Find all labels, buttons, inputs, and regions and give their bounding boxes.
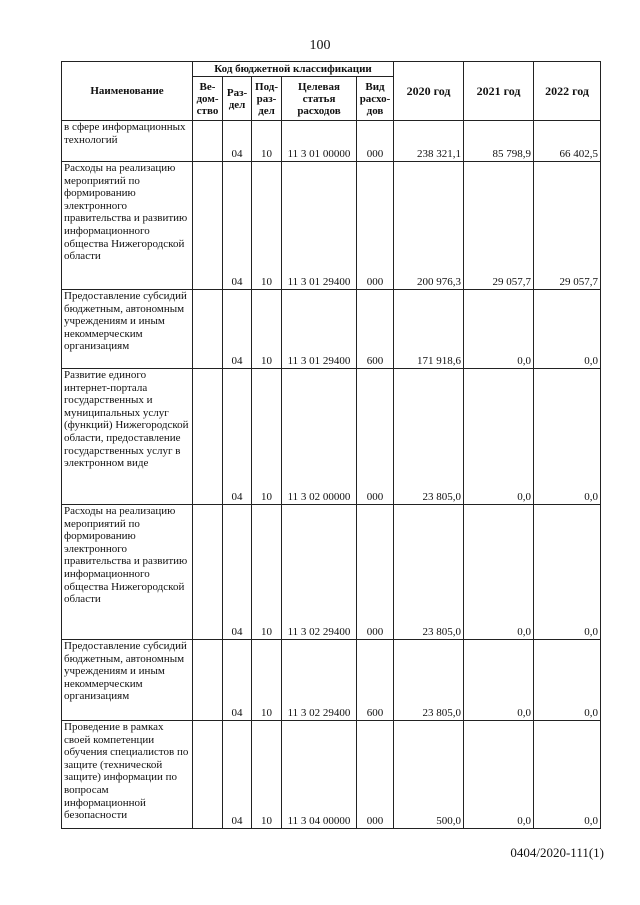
row-name: Проведение в рамках своей компетенции обучения специалистов по защите (технической защите) информации по вопросам информационной безопасности — [62, 721, 193, 829]
row-subsection: 10 — [252, 290, 282, 369]
row-amount-2020: 23 805,0 — [394, 369, 464, 505]
row-name: Расходы на реализацию мероприятий по формированию электронного правительства и развитию информационного общества Нижегородской области — [62, 505, 193, 640]
row-amount-2021: 0,0 — [464, 721, 534, 829]
row-section: 04 — [223, 721, 252, 829]
row-amount-2022: 0,0 — [534, 640, 601, 721]
row-target-article: 11 3 02 29400 — [282, 640, 357, 721]
row-amount-2021: 85 798,9 — [464, 121, 534, 162]
row-expense-type: 000 — [357, 162, 394, 290]
row-name: Развитие единого интернет-портала государственных и муниципальных услуг (функций) Нижегородской области, предоставление государственных услуг в электронном виде — [62, 369, 193, 505]
header-2022: 2022 год — [534, 62, 601, 121]
row-subsection: 10 — [252, 505, 282, 640]
row-section: 04 — [223, 290, 252, 369]
row-amount-2020: 171 918,6 — [394, 290, 464, 369]
row-department — [193, 640, 223, 721]
row-amount-2020: 23 805,0 — [394, 505, 464, 640]
row-target-article: 11 3 01 00000 — [282, 121, 357, 162]
row-subsection: 10 — [252, 121, 282, 162]
row-amount-2022: 29 057,7 — [534, 162, 601, 290]
page-number: 100 — [309, 38, 331, 53]
row-subsection: 10 — [252, 369, 282, 505]
row-expense-type: 000 — [357, 505, 394, 640]
row-amount-2022: 0,0 — [534, 721, 601, 829]
row-department — [193, 290, 223, 369]
row-amount-2022: 0,0 — [534, 290, 601, 369]
row-expense-type: 600 — [357, 640, 394, 721]
row-amount-2021: 0,0 — [464, 290, 534, 369]
row-amount-2021: 0,0 — [464, 640, 534, 721]
table-row — [62, 721, 601, 829]
row-department — [193, 505, 223, 640]
header-2021: 2021 год — [464, 62, 534, 121]
row-amount-2020: 500,0 — [394, 721, 464, 829]
row-amount-2022: 0,0 — [534, 369, 601, 505]
table-row — [62, 369, 601, 505]
table-row — [62, 162, 601, 290]
header-2020: 2020 год — [394, 62, 464, 121]
row-target-article: 11 3 02 29400 — [282, 505, 357, 640]
header-expense-type: Вид расхо- дов — [357, 77, 394, 121]
table-row — [62, 290, 601, 369]
row-target-article: 11 3 04 00000 — [282, 721, 357, 829]
row-name: Расходы на реализацию мероприятий по формированию электронного правительства и развитию информационного общества Нижегородской области — [62, 162, 193, 290]
row-section: 04 — [223, 162, 252, 290]
row-amount-2020: 23 805,0 — [394, 640, 464, 721]
budget-table — [61, 61, 601, 829]
row-amount-2021: 29 057,7 — [464, 162, 534, 290]
row-expense-type: 000 — [357, 121, 394, 162]
row-name: в сфере информационных технологий — [62, 121, 193, 162]
header-section: Раз- дел — [223, 77, 252, 121]
row-amount-2020: 238 321,1 — [394, 121, 464, 162]
row-department — [193, 721, 223, 829]
row-subsection: 10 — [252, 721, 282, 829]
row-amount-2022: 66 402,5 — [534, 121, 601, 162]
header-classification-group: Код бюджетной классификации — [193, 62, 394, 77]
row-target-article: 11 3 02 00000 — [282, 369, 357, 505]
header-target: Целевая статья расходов — [282, 77, 357, 121]
row-section: 04 — [223, 640, 252, 721]
header-department: Ве- дом- ство — [193, 77, 223, 121]
row-department — [193, 121, 223, 162]
row-name: Предоставление субсидий бюджетным, автономным учреждениям и иным некоммерческим организациям — [62, 290, 193, 369]
header-name: Наименование — [62, 62, 193, 121]
row-amount-2021: 0,0 — [464, 369, 534, 505]
row-expense-type: 600 — [357, 290, 394, 369]
table-row — [62, 121, 601, 162]
row-target-article: 11 3 01 29400 — [282, 162, 357, 290]
row-expense-type: 000 — [357, 369, 394, 505]
row-expense-type: 000 — [357, 721, 394, 829]
table-row — [62, 640, 601, 721]
row-section: 04 — [223, 505, 252, 640]
row-amount-2021: 0,0 — [464, 505, 534, 640]
row-section: 04 — [223, 121, 252, 162]
row-amount-2020: 200 976,3 — [394, 162, 464, 290]
row-section: 04 — [223, 369, 252, 505]
row-amount-2022: 0,0 — [534, 505, 601, 640]
header-subsection: Под- раз- дел — [252, 77, 282, 121]
row-department — [193, 369, 223, 505]
footer-document-code: 0404/2020-111(1) — [510, 845, 604, 860]
row-target-article: 11 3 01 29400 — [282, 290, 357, 369]
row-subsection: 10 — [252, 162, 282, 290]
table-row — [62, 505, 601, 640]
row-name: Предоставление субсидий бюджетным, автономным учреждениям и иным некоммерческим организациям — [62, 640, 193, 721]
row-department — [193, 162, 223, 290]
row-subsection: 10 — [252, 640, 282, 721]
